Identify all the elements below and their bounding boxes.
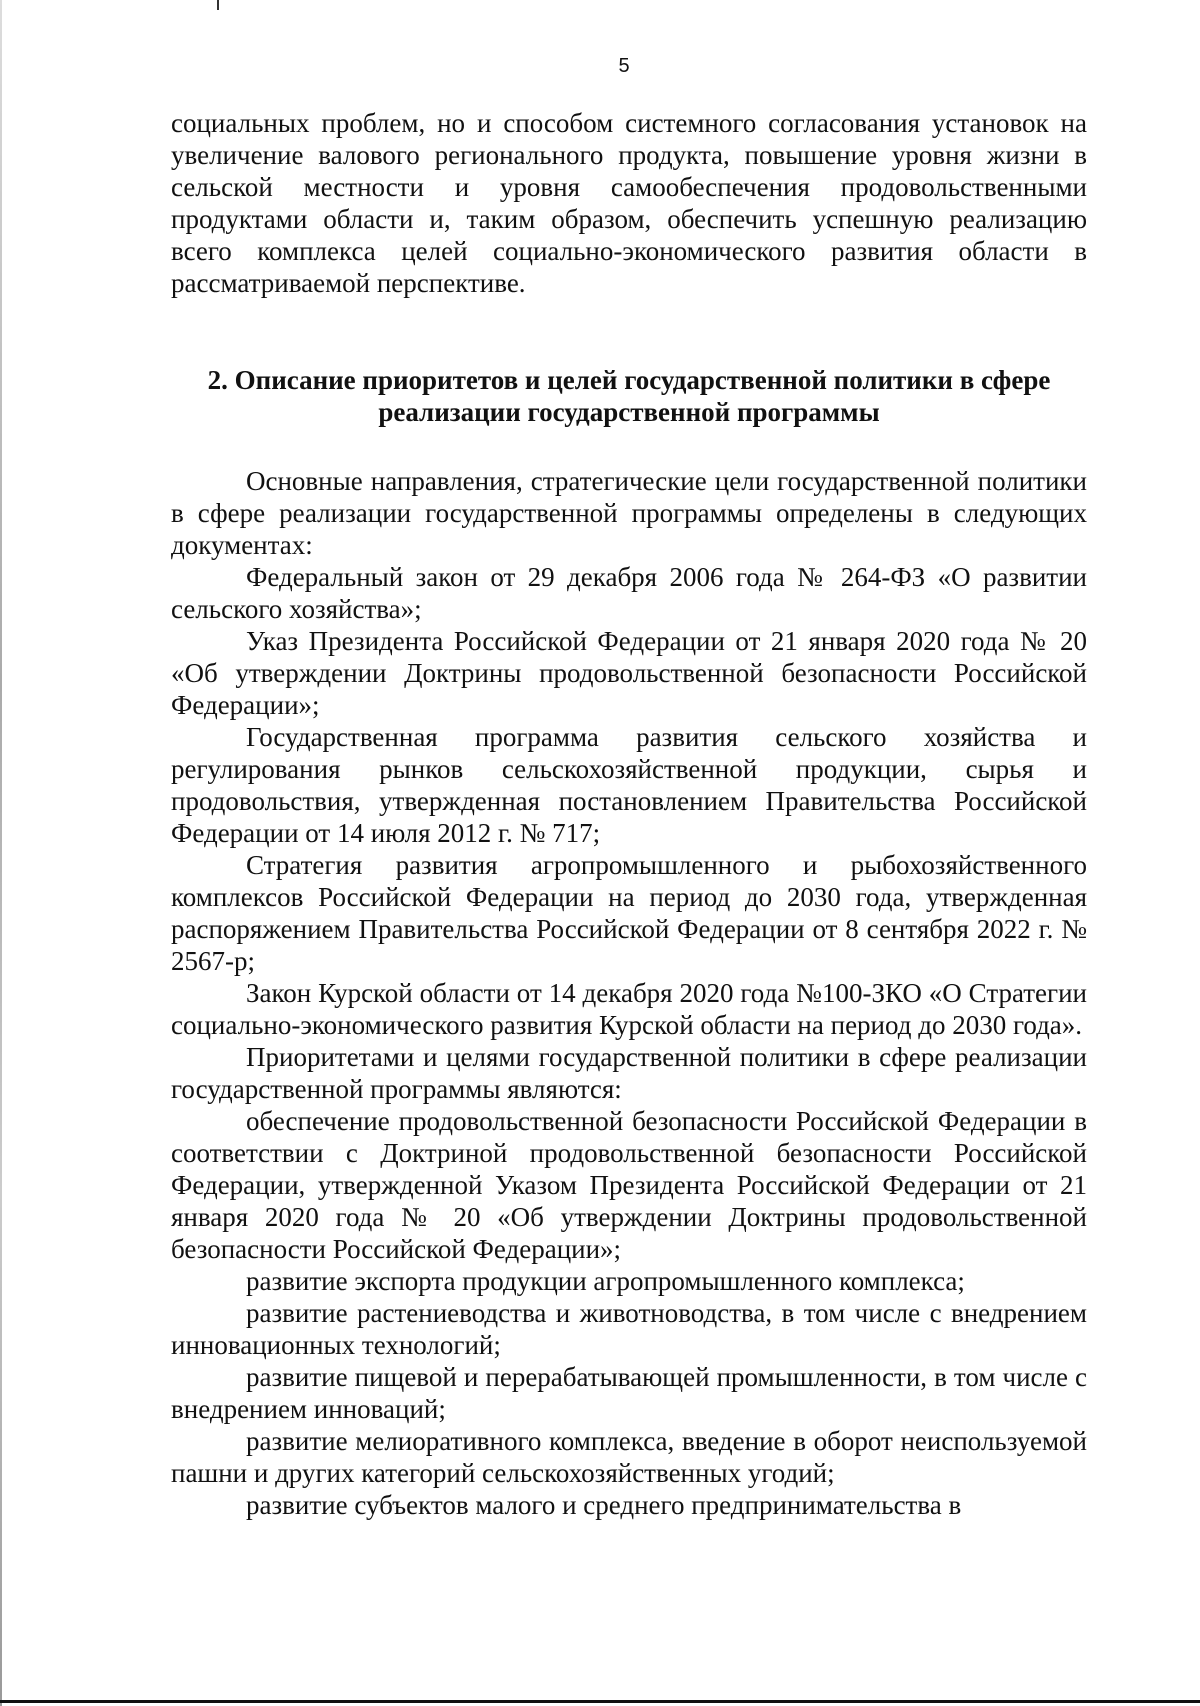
paragraph-food-industry: развитие пищевой и перерабатывающей промышленности, в том числе с внедрением инноваций; xyxy=(171,1362,1087,1424)
paragraph-export: развитие экспорта продукции агропромышленного комплекса; xyxy=(246,1266,965,1296)
paragraph-priorities-intro: Приоритетами и целями государственной политики в сфере реализации государственной программы являются: xyxy=(171,1042,1087,1104)
scan-left-edge xyxy=(0,0,2,1706)
paragraph-melioration: развитие мелиоративного комплекса, введение в оборот неиспользуемой пашни и других категорий сельскохозяйственных угодий; xyxy=(171,1426,1087,1488)
document-body xyxy=(171,107,1087,1521)
intro-paragraph: социальных проблем, но и способом системного согласования установок на увеличение валового регионального продукта, повышение уровня жизни в сельской местности и уровня самообеспечения продовольственными продуктами области и, таким образом, обеспечить успешную реализацию всего комплекса целей социально-экономического развития области в рассматриваемой перспективе. xyxy=(171,108,1087,298)
paragraph-food-security: обеспечение продовольственной безопасности Российской Федерации в соответствии с Доктриной продовольственной безопасности Российской Федерации, утвержденной Указом Президента Российской Федерации от 21 января 2020 года № 20 «Об утверждении Доктрины продовольственной безопасности Российской Федерации»; xyxy=(171,1106,1087,1264)
paragraph-strategy: Стратегия развития агропромышленного и рыбохозяйственного комплексов Российской Федерации на период до 2030 года, утвержденная распоряжением Правительства Российской Федерации от 8 сентября 2022 г. № 2567-р; xyxy=(171,850,1087,976)
scan-top-mark xyxy=(217,0,219,10)
paragraph-documents-intro: Основные направления, стратегические цели государственной политики в сфере реализации государственной программы определены в следующих документах: xyxy=(171,466,1087,560)
section-heading-line-1: 2. Описание приоритетов и целей государственной политики в сфере xyxy=(207,365,1051,395)
paragraph-federal-law: Федеральный закон от 29 декабря 2006 года № 264-ФЗ «О развитии сельского хозяйства»; xyxy=(171,562,1087,624)
section-heading-line-2: реализации государственной программы xyxy=(378,397,880,427)
paragraph-crop-livestock: развитие растениеводства и животноводства, в том числе с внедрением инновационных технологий; xyxy=(171,1298,1087,1360)
scan-bottom-rule xyxy=(0,1700,1200,1703)
section-heading xyxy=(171,364,1087,428)
page-number: 5 xyxy=(618,55,630,77)
paragraph-president-decree: Указ Президента Российской Федерации от 21 января 2020 года № 20 «Об утверждении Доктрины продовольственной безопасности Российской Федерации»; xyxy=(171,626,1087,720)
paragraph-state-program: Государственная программа развития сельского хозяйства и регулирования рынков сельскохозяйственной продукции, сырья и продовольствия, утвержденная постановлением Правительства Российской Федерации от 14 июля 2012 г. № 717; xyxy=(171,722,1087,848)
paragraph-small-business: развитие субъектов малого и среднего предпринимательства в xyxy=(246,1490,962,1520)
paragraph-kursk-law: Закон Курской области от 14 декабря 2020 года №100-ЗКО «О Стратегии социально-экономического развития Курской области на период до 2030 года». xyxy=(171,978,1087,1040)
